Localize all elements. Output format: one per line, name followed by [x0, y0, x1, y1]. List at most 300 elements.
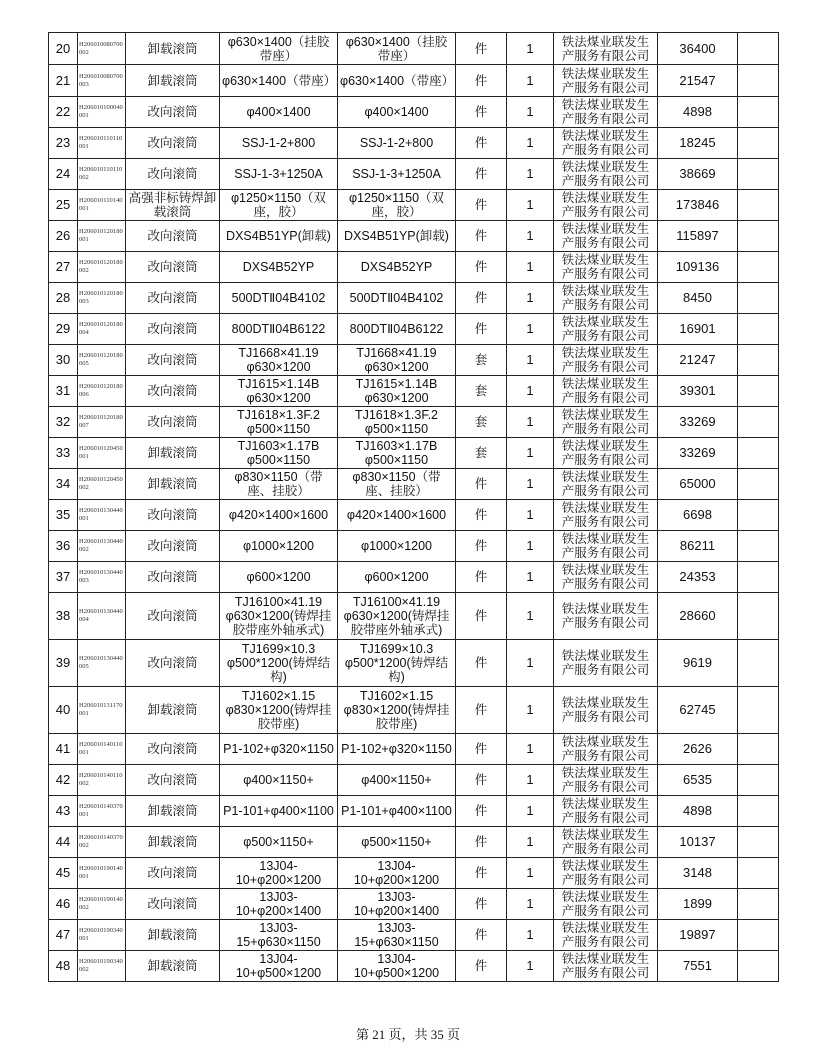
table-row	[49, 827, 779, 858]
item-unit: 件	[456, 33, 507, 65]
item-name: 改向滚筒	[126, 345, 220, 376]
table-row	[49, 407, 779, 438]
item-code: H206010120180005	[78, 345, 126, 376]
item-model: φ630×1400（带座）	[338, 65, 456, 97]
item-spec: φ1250×1150（双座，胶）	[220, 190, 338, 221]
item-price: 33269	[658, 438, 738, 469]
row-number: 23	[49, 128, 78, 159]
item-quantity: 1	[507, 951, 554, 982]
item-spec: TJ1615×1.14B φ630×1200	[220, 376, 338, 407]
item-name: 高强非标铸焊卸载滚筒	[126, 190, 220, 221]
item-code: H206010120450002	[78, 469, 126, 500]
item-remark	[738, 765, 779, 796]
item-price: 62745	[658, 687, 738, 734]
item-code: H206010190340001	[78, 920, 126, 951]
item-supplier: 铁法煤业联发生产服务有限公司	[554, 438, 658, 469]
item-quantity: 1	[507, 159, 554, 190]
item-remark	[738, 858, 779, 889]
item-price: 16901	[658, 314, 738, 345]
item-price: 38669	[658, 159, 738, 190]
item-code: H206010130440002	[78, 531, 126, 562]
item-spec: P1-102+φ320×1150	[220, 734, 338, 765]
item-supplier: 铁法煤业联发生产服务有限公司	[554, 221, 658, 252]
item-remark	[738, 531, 779, 562]
item-unit: 件	[456, 765, 507, 796]
item-unit: 件	[456, 159, 507, 190]
table-row	[49, 190, 779, 221]
item-model: φ400×1150+	[338, 765, 456, 796]
item-spec: φ420×1400×1600	[220, 500, 338, 531]
item-model: TJ1699×10.3 φ500*1200(铸焊结构)	[338, 640, 456, 687]
item-unit: 件	[456, 531, 507, 562]
row-number: 43	[49, 796, 78, 827]
item-name: 改向滚筒	[126, 221, 220, 252]
item-supplier: 铁法煤业联发生产服务有限公司	[554, 562, 658, 593]
item-quantity: 1	[507, 562, 554, 593]
item-unit: 套	[456, 407, 507, 438]
table-row	[49, 65, 779, 97]
item-code: H206010130440001	[78, 500, 126, 531]
item-supplier: 铁法煤业联发生产服务有限公司	[554, 920, 658, 951]
item-spec: 13J04-10+φ200×1200	[220, 858, 338, 889]
row-number: 35	[49, 500, 78, 531]
item-remark	[738, 128, 779, 159]
item-code: H206010110140001	[78, 190, 126, 221]
item-spec: φ400×1400	[220, 97, 338, 128]
table-row	[49, 562, 779, 593]
item-price: 24353	[658, 562, 738, 593]
row-number: 31	[49, 376, 78, 407]
item-unit: 件	[456, 469, 507, 500]
item-code: H206010130440005	[78, 640, 126, 687]
item-model: φ600×1200	[338, 562, 456, 593]
table-row	[49, 159, 779, 190]
item-name: 卸载滚筒	[126, 33, 220, 65]
item-supplier: 铁法煤业联发生产服务有限公司	[554, 640, 658, 687]
row-number: 48	[49, 951, 78, 982]
item-name: 改向滚筒	[126, 765, 220, 796]
item-unit: 件	[456, 734, 507, 765]
item-price: 2626	[658, 734, 738, 765]
item-model: TJ1615×1.14B φ630×1200	[338, 376, 456, 407]
item-supplier: 铁法煤业联发生产服务有限公司	[554, 97, 658, 128]
item-remark	[738, 920, 779, 951]
item-quantity: 1	[507, 765, 554, 796]
item-price: 3148	[658, 858, 738, 889]
item-unit: 件	[456, 920, 507, 951]
item-unit: 件	[456, 252, 507, 283]
item-quantity: 1	[507, 827, 554, 858]
item-price: 10137	[658, 827, 738, 858]
row-number: 33	[49, 438, 78, 469]
item-supplier: 铁法煤业联发生产服务有限公司	[554, 500, 658, 531]
item-supplier: 铁法煤业联发生产服务有限公司	[554, 190, 658, 221]
item-name: 改向滚筒	[126, 858, 220, 889]
item-model: TJ1618×1.3F.2 φ500×1150	[338, 407, 456, 438]
item-unit: 套	[456, 345, 507, 376]
item-remark	[738, 469, 779, 500]
item-spec: TJ1603×1.17B φ500×1150	[220, 438, 338, 469]
item-model: SSJ-1-2+800	[338, 128, 456, 159]
item-code: H206010110110001	[78, 128, 126, 159]
item-price: 6698	[658, 500, 738, 531]
item-quantity: 1	[507, 858, 554, 889]
item-remark	[738, 376, 779, 407]
item-code: H206010080700002	[78, 33, 126, 65]
row-number: 47	[49, 920, 78, 951]
item-code: H206010130440004	[78, 593, 126, 640]
item-supplier: 铁法煤业联发生产服务有限公司	[554, 128, 658, 159]
table-row	[49, 687, 779, 734]
row-number: 38	[49, 593, 78, 640]
row-number: 24	[49, 159, 78, 190]
item-name: 卸载滚筒	[126, 796, 220, 827]
item-remark	[738, 97, 779, 128]
item-remark	[738, 438, 779, 469]
item-price: 4898	[658, 796, 738, 827]
item-code: H206010120450001	[78, 438, 126, 469]
item-quantity: 1	[507, 438, 554, 469]
row-number: 36	[49, 531, 78, 562]
row-number: 45	[49, 858, 78, 889]
item-supplier: 铁法煤业联发生产服务有限公司	[554, 469, 658, 500]
item-model: 13J03-10+φ200×1400	[338, 889, 456, 920]
item-supplier: 铁法煤业联发生产服务有限公司	[554, 376, 658, 407]
row-number: 28	[49, 283, 78, 314]
item-name: 改向滚筒	[126, 252, 220, 283]
item-code: H206010140110001	[78, 734, 126, 765]
item-quantity: 1	[507, 500, 554, 531]
item-unit: 件	[456, 190, 507, 221]
item-model: TJ1603×1.17B φ500×1150	[338, 438, 456, 469]
item-remark	[738, 734, 779, 765]
item-price: 39301	[658, 376, 738, 407]
item-unit: 件	[456, 128, 507, 159]
item-quantity: 1	[507, 796, 554, 827]
row-number: 32	[49, 407, 78, 438]
item-name: 改向滚筒	[126, 734, 220, 765]
item-spec: φ500×1150+	[220, 827, 338, 858]
row-number: 26	[49, 221, 78, 252]
item-price: 86211	[658, 531, 738, 562]
item-unit: 件	[456, 65, 507, 97]
item-unit: 套	[456, 438, 507, 469]
item-unit: 件	[456, 640, 507, 687]
item-model: φ1250×1150（双座，胶）	[338, 190, 456, 221]
item-spec: SSJ-1-2+800	[220, 128, 338, 159]
item-name: 改向滚筒	[126, 314, 220, 345]
item-unit: 件	[456, 97, 507, 128]
table-row	[49, 252, 779, 283]
table-row	[49, 500, 779, 531]
item-code: H206010120180003	[78, 283, 126, 314]
item-quantity: 1	[507, 640, 554, 687]
item-quantity: 1	[507, 128, 554, 159]
item-spec: TJ16100×41.19 φ630×1200(铸焊挂胶带座外轴承式)	[220, 593, 338, 640]
item-spec: TJ1668×41.19 φ630×1200	[220, 345, 338, 376]
item-price: 173846	[658, 190, 738, 221]
item-supplier: 铁法煤业联发生产服务有限公司	[554, 796, 658, 827]
page-footer: 第 21 页，共 35 页	[355, 1027, 460, 1042]
item-supplier: 铁法煤业联发生产服务有限公司	[554, 283, 658, 314]
item-name: 改向滚筒	[126, 376, 220, 407]
item-code: H206010131170001	[78, 687, 126, 734]
item-spec: 13J04-10+φ500×1200	[220, 951, 338, 982]
item-quantity: 1	[507, 283, 554, 314]
item-remark	[738, 345, 779, 376]
item-code: H206010100040001	[78, 97, 126, 128]
item-supplier: 铁法煤业联发生产服务有限公司	[554, 314, 658, 345]
item-quantity: 1	[507, 97, 554, 128]
item-model: φ500×1150+	[338, 827, 456, 858]
item-unit: 件	[456, 889, 507, 920]
item-quantity: 1	[507, 920, 554, 951]
item-quantity: 1	[507, 687, 554, 734]
item-name: 改向滚筒	[126, 283, 220, 314]
table-row	[49, 531, 779, 562]
row-number: 41	[49, 734, 78, 765]
item-spec: TJ1602×1.15 φ830×1200(铸焊挂胶带座)	[220, 687, 338, 734]
item-model: 13J03-15+φ630×1150	[338, 920, 456, 951]
item-name: 卸载滚筒	[126, 469, 220, 500]
item-name: 改向滚筒	[126, 531, 220, 562]
item-code: H206010110110002	[78, 159, 126, 190]
item-quantity: 1	[507, 252, 554, 283]
item-price: 21547	[658, 65, 738, 97]
item-supplier: 铁法煤业联发生产服务有限公司	[554, 345, 658, 376]
item-model: TJ16100×41.19 φ630×1200(铸焊挂胶带座外轴承式)	[338, 593, 456, 640]
item-code: H206010140110002	[78, 765, 126, 796]
item-name: 卸载滚筒	[126, 65, 220, 97]
table-row	[49, 345, 779, 376]
table-row	[49, 438, 779, 469]
item-code: H206010120180006	[78, 376, 126, 407]
item-remark	[738, 314, 779, 345]
item-code: H206010120180002	[78, 252, 126, 283]
item-remark	[738, 407, 779, 438]
item-supplier: 铁法煤业联发生产服务有限公司	[554, 951, 658, 982]
item-supplier: 铁法煤业联发生产服务有限公司	[554, 531, 658, 562]
item-quantity: 1	[507, 65, 554, 97]
item-remark	[738, 889, 779, 920]
item-price: 115897	[658, 221, 738, 252]
table-row	[49, 128, 779, 159]
row-number: 46	[49, 889, 78, 920]
item-quantity: 1	[507, 190, 554, 221]
item-name: 改向滚筒	[126, 889, 220, 920]
table-row	[49, 920, 779, 951]
item-model: P1-101+φ400×1100	[338, 796, 456, 827]
item-price: 6535	[658, 765, 738, 796]
item-remark	[738, 190, 779, 221]
item-supplier: 铁法煤业联发生产服务有限公司	[554, 65, 658, 97]
item-price: 9619	[658, 640, 738, 687]
item-spec: 500DTⅡ04B4102	[220, 283, 338, 314]
item-spec: φ630×1400（带座）	[220, 65, 338, 97]
item-remark	[738, 221, 779, 252]
item-unit: 件	[456, 796, 507, 827]
row-number: 42	[49, 765, 78, 796]
item-unit: 件	[456, 687, 507, 734]
item-name: 改向滚筒	[126, 97, 220, 128]
item-price: 33269	[658, 407, 738, 438]
item-name: 改向滚筒	[126, 500, 220, 531]
item-code: H206010130440003	[78, 562, 126, 593]
item-code: H206010120180001	[78, 221, 126, 252]
item-quantity: 1	[507, 314, 554, 345]
item-spec: P1-101+φ400×1100	[220, 796, 338, 827]
row-number: 39	[49, 640, 78, 687]
item-name: 改向滚筒	[126, 593, 220, 640]
item-unit: 件	[456, 858, 507, 889]
item-model: TJ1668×41.19 φ630×1200	[338, 345, 456, 376]
item-code: H206010140370001	[78, 796, 126, 827]
row-number: 20	[49, 33, 78, 65]
item-unit: 件	[456, 283, 507, 314]
item-code: H206010120180004	[78, 314, 126, 345]
item-quantity: 1	[507, 889, 554, 920]
item-remark	[738, 951, 779, 982]
item-price: 21247	[658, 345, 738, 376]
item-remark	[738, 562, 779, 593]
item-code: H206010120180007	[78, 407, 126, 438]
table-row	[49, 734, 779, 765]
item-quantity: 1	[507, 593, 554, 640]
item-supplier: 铁法煤业联发生产服务有限公司	[554, 889, 658, 920]
table-row	[49, 765, 779, 796]
table-row	[49, 889, 779, 920]
item-name: 改向滚筒	[126, 159, 220, 190]
table-row	[49, 221, 779, 252]
item-name: 卸载滚筒	[126, 920, 220, 951]
item-name: 卸载滚筒	[126, 438, 220, 469]
table-row	[49, 97, 779, 128]
item-model: 13J04-10+φ200×1200	[338, 858, 456, 889]
table-row	[49, 33, 779, 65]
item-price: 19897	[658, 920, 738, 951]
item-price: 65000	[658, 469, 738, 500]
item-model: φ830×1150（带座、挂胶）	[338, 469, 456, 500]
item-model: φ1000×1200	[338, 531, 456, 562]
row-number: 29	[49, 314, 78, 345]
table-row	[49, 951, 779, 982]
table-row	[49, 640, 779, 687]
item-remark	[738, 159, 779, 190]
row-number: 37	[49, 562, 78, 593]
item-unit: 件	[456, 827, 507, 858]
item-quantity: 1	[507, 407, 554, 438]
item-supplier: 铁法煤业联发生产服务有限公司	[554, 252, 658, 283]
item-code: H206010190140001	[78, 858, 126, 889]
item-price: 7551	[658, 951, 738, 982]
item-price: 18245	[658, 128, 738, 159]
item-spec: φ630×1400（挂胶带座）	[220, 33, 338, 65]
item-unit: 件	[456, 221, 507, 252]
row-number: 30	[49, 345, 78, 376]
item-quantity: 1	[507, 376, 554, 407]
table-row	[49, 593, 779, 640]
item-quantity: 1	[507, 33, 554, 65]
item-model: φ630×1400（挂胶带座）	[338, 33, 456, 65]
item-name: 改向滚筒	[126, 407, 220, 438]
item-price: 36400	[658, 33, 738, 65]
item-model: DXS4B51YP(卸载)	[338, 221, 456, 252]
item-remark	[738, 500, 779, 531]
item-remark	[738, 827, 779, 858]
item-remark	[738, 33, 779, 65]
item-price: 4898	[658, 97, 738, 128]
item-spec: 13J03-10+φ200×1400	[220, 889, 338, 920]
item-code: H206010190140002	[78, 889, 126, 920]
item-code: H206010080700003	[78, 65, 126, 97]
item-spec: 800DTⅡ04B6122	[220, 314, 338, 345]
item-price: 8450	[658, 283, 738, 314]
materials-table	[48, 32, 779, 982]
item-remark	[738, 796, 779, 827]
item-supplier: 铁法煤业联发生产服务有限公司	[554, 407, 658, 438]
item-quantity: 1	[507, 469, 554, 500]
item-spec: DXS4B51YP(卸载)	[220, 221, 338, 252]
item-remark	[738, 65, 779, 97]
item-name: 卸载滚筒	[126, 827, 220, 858]
table-row	[49, 376, 779, 407]
item-model: 13J04-10+φ500×1200	[338, 951, 456, 982]
item-spec: TJ1618×1.3F.2 φ500×1150	[220, 407, 338, 438]
item-name: 改向滚筒	[126, 640, 220, 687]
item-unit: 件	[456, 951, 507, 982]
row-number: 27	[49, 252, 78, 283]
item-name: 改向滚筒	[126, 562, 220, 593]
item-supplier: 铁法煤业联发生产服务有限公司	[554, 33, 658, 65]
row-number: 44	[49, 827, 78, 858]
item-supplier: 铁法煤业联发生产服务有限公司	[554, 687, 658, 734]
item-price: 28660	[658, 593, 738, 640]
item-quantity: 1	[507, 531, 554, 562]
item-unit: 件	[456, 314, 507, 345]
item-model: TJ1602×1.15 φ830×1200(铸焊挂胶带座)	[338, 687, 456, 734]
item-spec: TJ1699×10.3 φ500*1200(铸焊结构)	[220, 640, 338, 687]
item-model: SSJ-1-3+1250A	[338, 159, 456, 190]
row-number: 34	[49, 469, 78, 500]
item-remark	[738, 640, 779, 687]
table-row	[49, 796, 779, 827]
item-supplier: 铁法煤业联发生产服务有限公司	[554, 858, 658, 889]
table-row	[49, 858, 779, 889]
item-unit: 件	[456, 562, 507, 593]
item-price: 1899	[658, 889, 738, 920]
item-code: H206010190340002	[78, 951, 126, 982]
table-row	[49, 314, 779, 345]
item-code: H206010140370002	[78, 827, 126, 858]
item-spec: 13J03-15+φ630×1150	[220, 920, 338, 951]
item-name: 卸载滚筒	[126, 687, 220, 734]
row-number: 40	[49, 687, 78, 734]
item-remark	[738, 593, 779, 640]
item-unit: 件	[456, 593, 507, 640]
item-supplier: 铁法煤业联发生产服务有限公司	[554, 765, 658, 796]
item-model: P1-102+φ320×1150	[338, 734, 456, 765]
item-supplier: 铁法煤业联发生产服务有限公司	[554, 593, 658, 640]
item-spec: φ1000×1200	[220, 531, 338, 562]
item-quantity: 1	[507, 221, 554, 252]
item-name: 卸载滚筒	[126, 951, 220, 982]
item-remark	[738, 283, 779, 314]
item-remark	[738, 687, 779, 734]
item-model: φ420×1400×1600	[338, 500, 456, 531]
row-number: 25	[49, 190, 78, 221]
table-row	[49, 283, 779, 314]
item-quantity: 1	[507, 734, 554, 765]
